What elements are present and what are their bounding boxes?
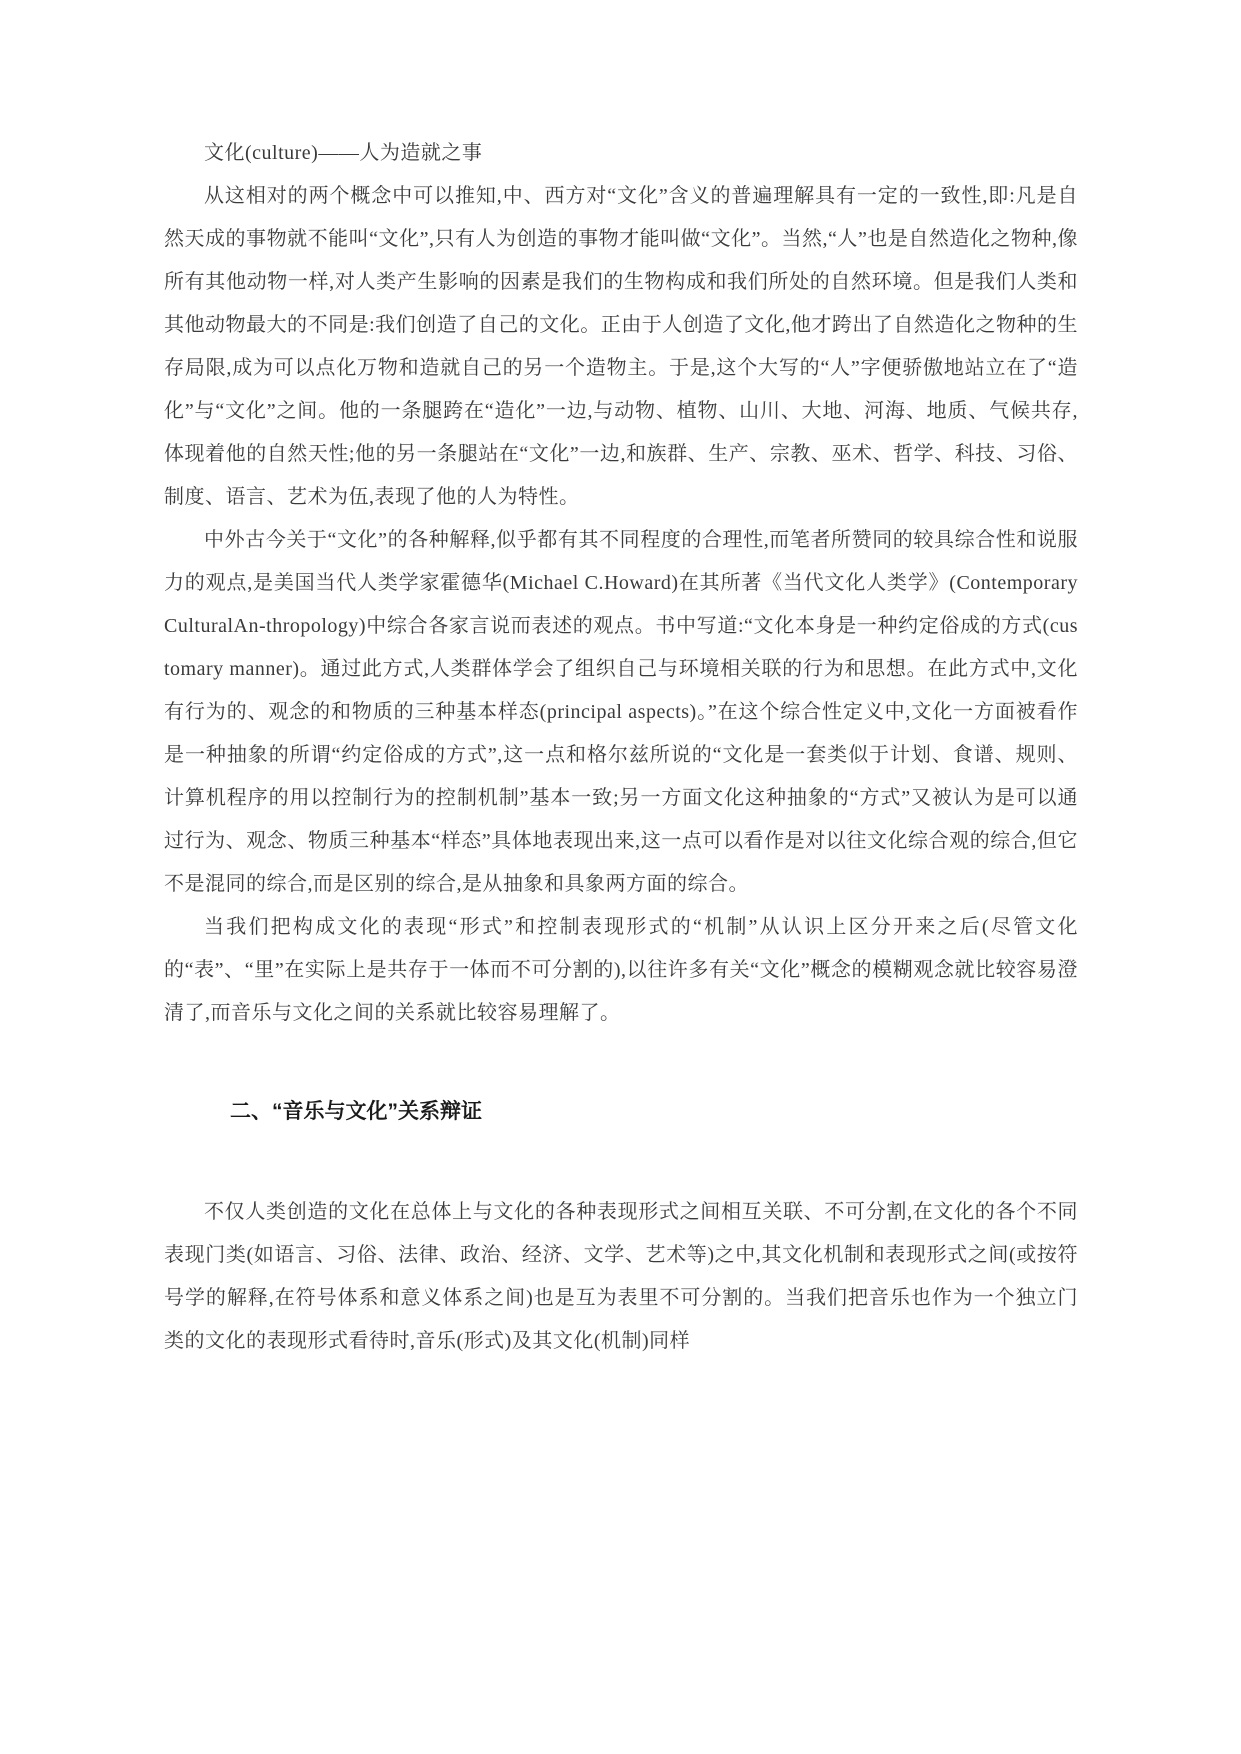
section-heading-music-culture-dialectic: 二、“音乐与文化”关系辩证	[230, 1100, 482, 1123]
paragraph-form-mechanism-distinction: 当我们把构成文化的表现“形式”和控制表现形式的“机制”从认识上区分开来之后(尽管文化的“表”、“里”在实际上是共存于一体而不可分割的),以往许多有关“文化”概念的模糊观念就比较容易澄清了,而音乐与文化之间的关系就比较容易理解了。	[164, 916, 1078, 1024]
intro-line: 文化(culture)——人为造就之事	[204, 142, 483, 164]
paragraph-howard-definition: 中外古今关于“文化”的各种解释,似乎都有其不同程度的合理性,而笔者所赞同的较具综合性和说服力的观点,是美国当代人类学家霍德华(Michael C.Howard)在其所著《当代文化人类学》(Contemporary CulturalAn-thropology)中综合各家言说而表述的观点。书中写道:“文化本身是一种约定俗成的方式(customary manner)。通过此方式,人类群体学会了组织自己与环境相关联的行为和思想。在此方式中,文化有行为的、观念的和物质的三种基本样态(principal aspects)。”在这个综合性定义中,文化一方面被看作是一种抽象的所谓“约定俗成的方式”,这一点和格尔兹所说的“文化是一套类似于计划、食谱、规则、计算机程序的用以控制行为的控制机制”基本一致;另一方面文化这种抽象的“方式”又被认为是可以通过行为、观念、物质三种基本“样态”具体地表现出来,这一点可以看作是对以往文化综合观的综合,但它不是混同的综合,而是区别的综合,是从抽象和具象两方面的综合。	[164, 529, 1078, 895]
paragraph-music-as-culture: 不仅人类创造的文化在总体上与文化的各种表现形式之间相互关联、不可分割,在文化的各个不同表现门类(如语言、习俗、法律、政治、经济、文学、艺术等)之中,其文化机制和表现形式之间(或按符号学的解释,在符号体系和意义体系之间)也是互为表里不可分割的。当我们把音乐也作为一个独立门类的文化的表现形式看待时,音乐(形式)及其文化(机制)同样	[164, 1201, 1078, 1352]
document-body	[164, 132, 1078, 1363]
paragraph-concepts: 从这相对的两个概念中可以推知,中、西方对“文化”含义的普遍理解具有一定的一致性,即:凡是自然天成的事物就不能叫“文化”,只有人为创造的事物才能叫做“文化”。当然,“人”也是自然造化之物种,像所有其他动物一样,对人类产生影响的因素是我们的生物构成和我们所处的自然环境。但是我们人类和其他动物最大的不同是:我们创造了自己的文化。正由于人创造了文化,他才跨出了自然造化之物种的生存局限,成为可以点化万物和造就自己的另一个造物主。于是,这个大写的“人”字便骄傲地站立在了“造化”与“文化”之间。他的一条腿跨在“造化”一边,与动物、植物、山川、大地、河海、地质、气候共存,体现着他的自然天性;他的另一条腿站在“文化”一边,和族群、生产、宗教、巫术、哲学、科技、习俗、制度、语言、艺术为伍,表现了他的人为特性。	[164, 185, 1078, 508]
